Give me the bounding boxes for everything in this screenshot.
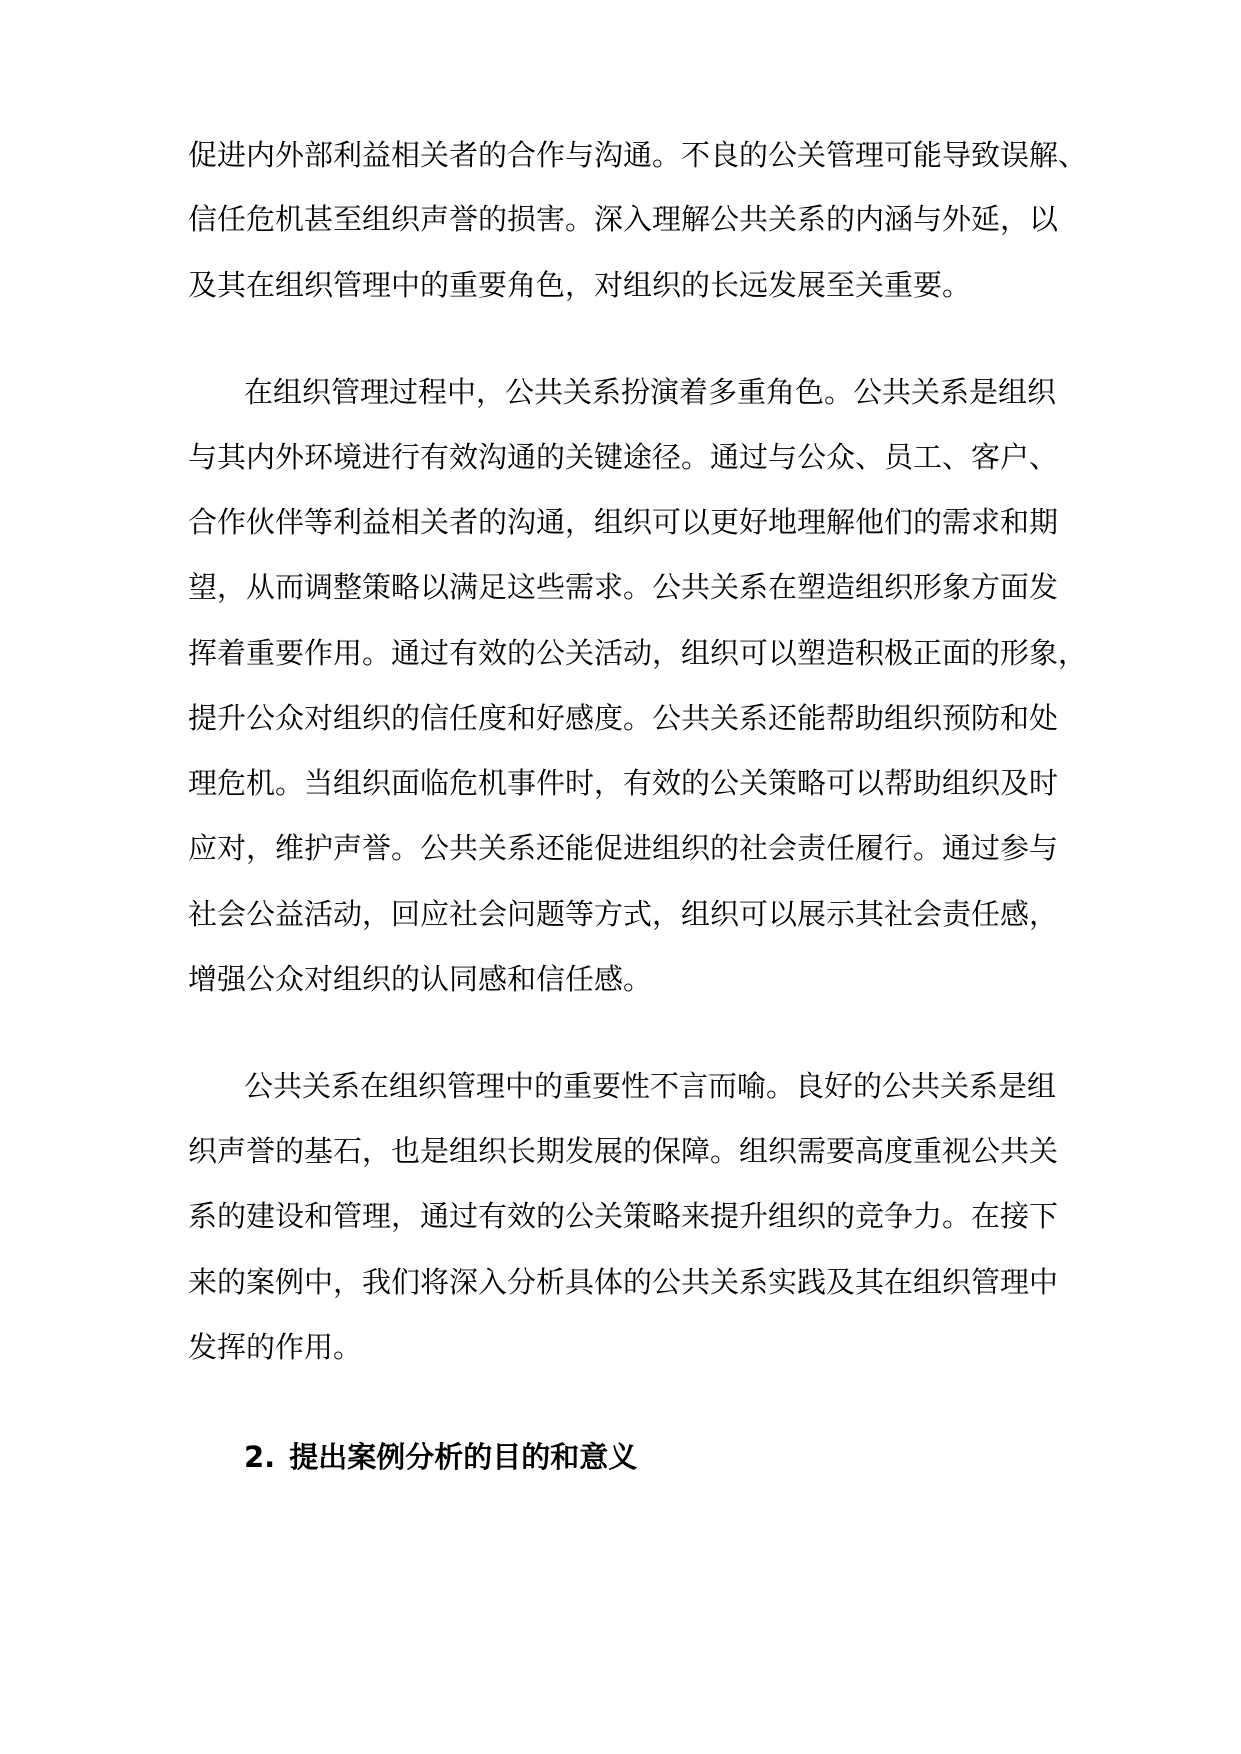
text-line: 望，从而调整策略以满足这些需求。公共关系在塑造组织形象方面发 bbox=[188, 570, 1059, 604]
text-line: 与其内外环境进行有效沟通的关键途径。通过与公众、员工、客户、 bbox=[188, 440, 1059, 474]
text-line: 挥着重要作用。通过有效的公关活动，组织可以塑造积极正面的形象， bbox=[188, 636, 1088, 670]
paragraph-first-line: 公共关系在组织管理中的重要性不言而喻。良好的公共关系是组 bbox=[244, 1069, 1057, 1103]
text-line: 应对，维护声誉。公共关系还能促进组织的社会责任履行。通过参与 bbox=[188, 831, 1059, 865]
text-line: 信任危机甚至组织声誉的损害。深入理解公共关系的内涵与外延，以 bbox=[188, 202, 1059, 236]
text-line: 发挥的作用。 bbox=[188, 1330, 363, 1364]
text-line: 促进内外部利益相关者的合作与沟通。不良的公关管理可能导致误解、 bbox=[188, 138, 1088, 172]
paragraph-first-line: 在组织管理过程中，公共关系扮演着多重角色。公共关系是组织 bbox=[244, 375, 1057, 409]
text-line: 理危机。当组织面临危机事件时，有效的公关策略可以帮助组织及时 bbox=[188, 766, 1059, 800]
text-line: 织声誉的基石，也是组织长期发展的保障。组织需要高度重视公共关 bbox=[188, 1134, 1059, 1168]
text-line: 增强公众对组织的认同感和信任感。 bbox=[188, 962, 653, 996]
text-line: 系的建设和管理，通过有效的公关策略来提升组织的竞争力。在接下 bbox=[188, 1199, 1059, 1233]
section-number: 2. bbox=[244, 1440, 276, 1474]
text-line: 来的案例中，我们将深入分析具体的公共关系实践及其在组织管理中 bbox=[188, 1265, 1059, 1299]
section-title: 提出案例分析的目的和意义 bbox=[289, 1440, 638, 1474]
section-heading bbox=[244, 1432, 637, 1482]
text-line: 合作伙伴等利益相关者的沟通，组织可以更好地理解他们的需求和期 bbox=[188, 505, 1059, 539]
text-line: 及其在组织管理中的重要角色，对组织的长远发展至关重要。 bbox=[188, 268, 972, 302]
text-line: 社会公益活动，回应社会问题等方式，组织可以展示其社会责任感， bbox=[188, 897, 1059, 931]
text-line: 提升公众对组织的信任度和好感度。公共关系还能帮助组织预防和处 bbox=[188, 701, 1059, 735]
